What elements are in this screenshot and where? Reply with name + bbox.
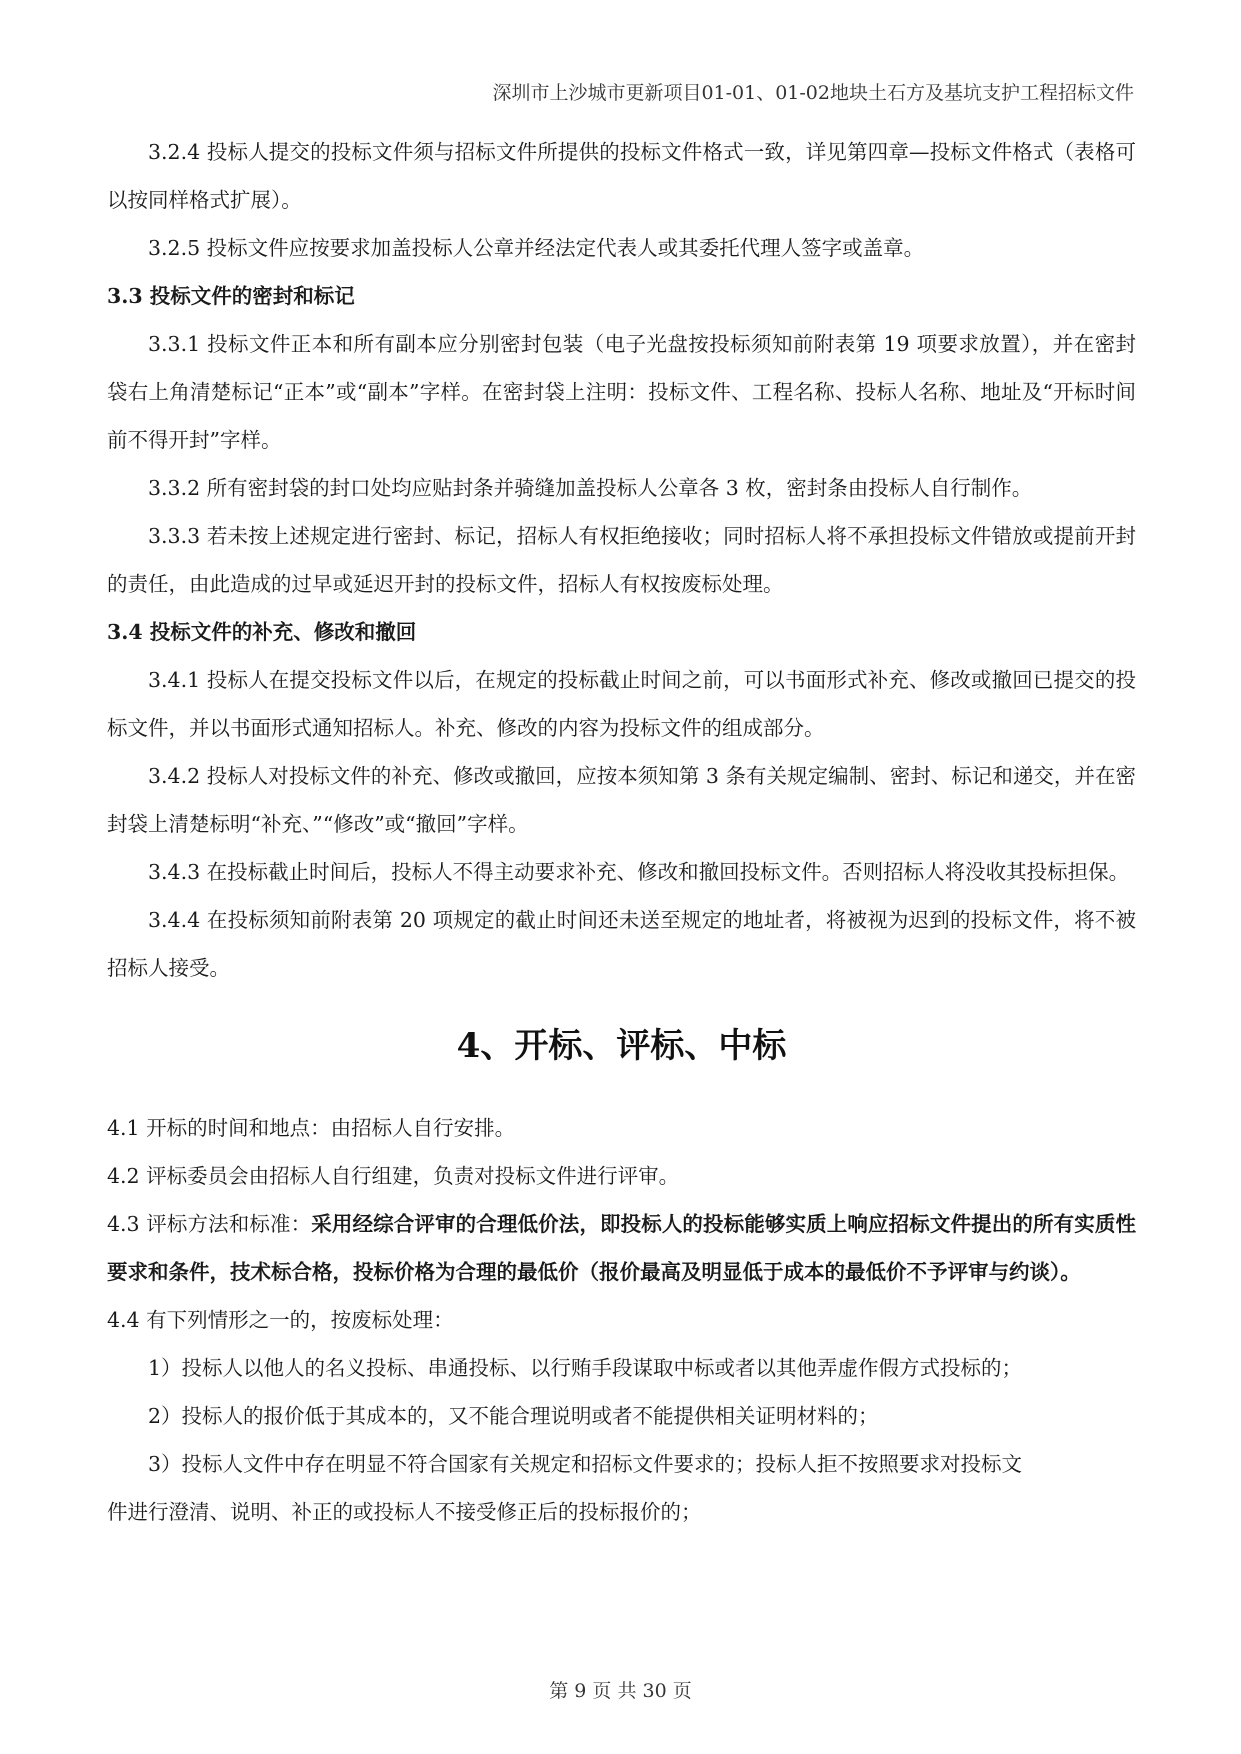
list-item-1: 1）投标人以他人的名义投标、串通投标、以行贿手段谋取中标或者以其他弄虚作假方式投标的；	[148, 1356, 1023, 1380]
document-body	[107, 128, 1136, 1536]
list-item-2: 2）投标人的报价低于其成本的，又不能合理说明或者不能提供相关证明材料的；	[148, 1404, 879, 1428]
page-number: 第 9 页 共 30 页	[549, 1680, 692, 1702]
section-heading-3-3: 3.3 投标文件的密封和标记	[107, 284, 355, 308]
clause-4-1: 4.1 开标的时间和地点：由招标人自行安排。	[107, 1116, 516, 1140]
clause-4-3	[107, 1200, 1136, 1296]
list-item-3-line-1: 3）投标人文件中存在明显不符合国家有关规定和招标文件要求的；投标人拒不按照要求对投标文	[148, 1452, 1023, 1476]
clause-3-4-2: 3.4.2 投标人对投标文件的补充、修改或撤回，应按本须知第 3 条有关规定编制、密封、标记和递交，并在密封袋上清楚标明“补充、”“修改”或“撤回”字样。	[107, 764, 1136, 836]
clause-3-3-3: 3.3.3 若未按上述规定进行密封、标记，招标人有权拒绝接收；同时招标人将不承担投标文件错放或提前开封的责任，由此造成的过早或延迟开封的投标文件，招标人有权按废标处理。	[107, 524, 1136, 596]
clause-3-4-1: 3.4.1 投标人在提交投标文件以后，在规定的投标截止时间之前，可以书面形式补充、修改或撤回已提交的投标文件，并以书面形式通知招标人。补充、修改的内容为投标文件的组成部分。	[107, 668, 1136, 740]
clause-4-4: 4.4 有下列情形之一的，按废标处理：	[107, 1308, 454, 1332]
section-heading-3-4: 3.4 投标文件的补充、修改和撤回	[107, 620, 417, 644]
clause-3-2-4: 3.2.4 投标人提交的投标文件须与招标文件所提供的投标文件格式一致，详见第四章—投标文件格式（表格可以按同样格式扩展）。	[107, 140, 1136, 212]
clause-4-2: 4.2 评标委员会由招标人自行组建，负责对投标文件进行评审。	[107, 1164, 680, 1188]
running-header: 深圳市上沙城市更新项目01-01、01-02地块土石方及基坑支护工程招标文件	[492, 82, 1134, 104]
clause-3-3-2: 3.3.2 所有密封袋的封口处均应贴封条并骑缝加盖投标人公章各 3 枚，密封条由投标人自行制作。	[148, 476, 1033, 500]
clause-3-4-4: 3.4.4 在投标须知前附表第 20 项规定的截止时间还未送至规定的地址者，将被视为迟到的投标文件，将不被招标人接受。	[107, 908, 1136, 980]
clause-3-2-5: 3.2.5 投标文件应按要求加盖投标人公章并经法定代表人或其委托代理人签字或盖章。	[148, 236, 925, 260]
chapter-title-4: 4、开标、评标、中标	[456, 1026, 787, 1066]
clause-3-4-3: 3.4.3 在投标截止时间后，投标人不得主动要求补充、修改和撤回投标文件。否则招标人将没收其投标担保。	[148, 860, 1130, 884]
list-item-3-line-2: 件进行澄清、说明、补正的或投标人不接受修正后的投标报价的；	[107, 1500, 702, 1524]
clause-4-3-emphasis: 采用经综合评审的合理低价法，即投标人的投标能够实质上响应招标文件提出的所有实质性要求和条件，技术标合格，投标价格为合理的最低价（报价最高及明显低于成本的最低价不予评审与约谈）。	[107, 1212, 1137, 1284]
header-divider	[105, 110, 1136, 111]
clause-4-3-lead: 4.3 评标方法和标准：	[107, 1212, 312, 1236]
clause-3-3-1: 3.3.1 投标文件正本和所有副本应分别密封包装（电子光盘按投标须知前附表第 19 项要求放置），并在密封袋右上角清楚标记“正本”或“副本”字样。在密封袋上注明：投标文件、工程名称、投标人名称、地址及“开标时间前不得开封”字样。	[107, 332, 1136, 452]
